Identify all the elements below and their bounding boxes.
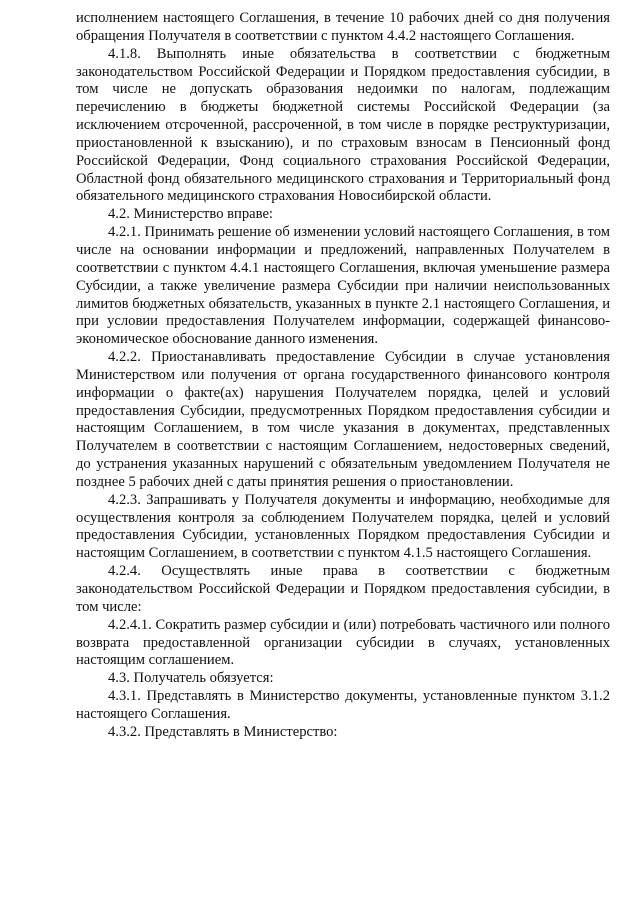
paragraph-4-1-8: 4.1.8. Выполнять иные обязательства в соответствии с бюджетным законодательством Российской Федерации и Порядком предоставления субсидии, в том числе не допускать образования недоимки по налогам, подлежащим перечислению в бюджеты бюджетной системы Российской Федерации (за исключением отсроченной, рассроченной, в том числе в порядке реструктуризации, приостановленной к взысканию), и по страховым взносам в Пенсионный фонд Российской Федерации, Фонд социального страхования Российской Федерации, Областной фонд обязательного медицинского страхования и Территориальный фонд обязательного медицинского страхования Новосибирской области.: [76, 45, 610, 205]
paragraph-4-2: 4.2. Министерство вправе:: [108, 206, 273, 223]
paragraph-4-3-1: 4.3.1. Представлять в Министерство документы, установленные пунктом 3.1.2 настоящего Соглашения.: [76, 688, 610, 722]
paragraph-4-3: 4.3. Получатель обязуется:: [108, 670, 274, 687]
paragraph-4-2-4: 4.2.4. Осуществлять иные права в соответствии с бюджетным законодательством Российской Федерации и Порядком предоставления субсидии, в том числе:: [76, 563, 610, 615]
paragraph-4-2-2: 4.2.2. Приостанавливать предоставление Субсидии в случае установления Министерством или получения от органа государственного финансового контроля информации о факте(ах) нарушения Получателем порядка, целей и условий предоставления Субсидии, предусмотренных Порядком предоставления субсидии и настоящим Соглашением, в том числе указания в документах, представленных Получателем в соответствии с настоящим Соглашением, недостоверных сведений, до устранения указанных нарушений с обязательным уведомлением Получателя не позднее 5 рабочих дней с даты принятия решения о приостановлении.: [76, 349, 610, 490]
paragraph-4-2-4-1: 4.2.4.1. Сократить размер субсидии и (или) потребовать частичного или полного возврата предоставленной организации субсидии в случаях, установленных настоящим соглашением.: [76, 616, 610, 669]
paragraph-4-2-3: 4.2.3. Запрашивать у Получателя документы и информацию, необходимые для осуществления контроля за соблюдением Получателем порядка, целей и условий предоставления Субсидии, установленных Порядком предоставления Субсидии и настоящим Соглашением, в соответствии с пунктом 4.1.5 настоящего Соглашения.: [76, 491, 610, 562]
paragraph-4-2-1: 4.2.1. Принимать решение об изменении условий настоящего Соглашения, в том числе на основании информации и предложений, направленных Получателем в соответствии с пунктом 4.4.1 настоящего Соглашения, включая уменьшение размера Субсидии, а также увеличение размера Субсидии при наличии неиспользованных лимитов бюджетных обязательств, указанных в пункте 2.1 настоящего Соглашения, и при условии предоставления Получателем информации, содержащей финансово-экономическое обоснование данного изменения.: [76, 224, 610, 348]
paragraph-continuation: исполнением настоящего Соглашения, в течение 10 рабочих дней со дня получения обращения Получателя в соответствии с пунктом 4.4.2 настоящего Соглашения.: [76, 10, 610, 44]
paragraph-4-3-2: 4.3.2. Представлять в Министерство:: [108, 723, 338, 740]
document-page: [76, 10, 610, 742]
